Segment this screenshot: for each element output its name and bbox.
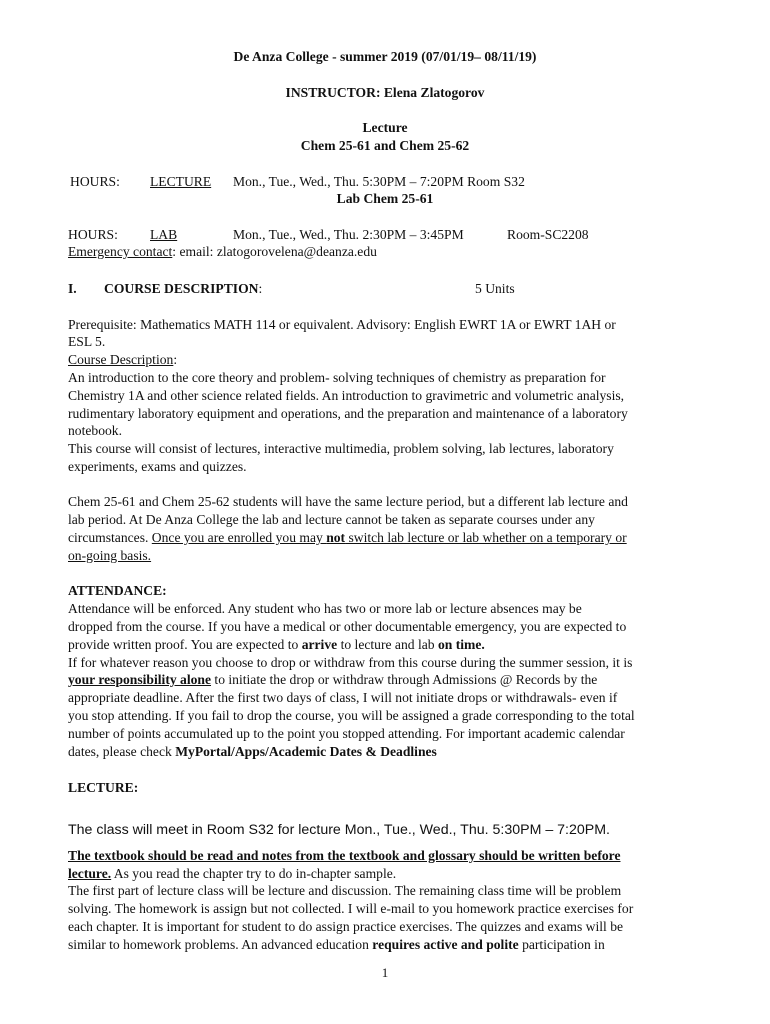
lecture-line bbox=[68, 936, 605, 954]
myportal-path: MyPortal/Apps/Academic Dates & Deadlines bbox=[175, 744, 437, 759]
your-responsibility: your responsibility alone bbox=[68, 672, 212, 687]
lecture-line: The first part of lecture class will be lecture and discussion. The remaining class time will be problem bbox=[68, 883, 622, 898]
lab-schedule: Mon., Tue., Wed., Thu. 2:30PM – 3:45PM bbox=[233, 227, 464, 242]
page-number: 1 bbox=[381, 965, 389, 980]
same-lecture-3-pre: circumstances. bbox=[68, 530, 152, 545]
section-title bbox=[104, 280, 262, 298]
same-lecture-line-2: lab period. At De Anza College the lab and lecture cannot be taken as separate courses under any bbox=[68, 512, 595, 527]
same-lecture-line-3 bbox=[68, 529, 627, 547]
attendance-line: number of points accumulated up to the point you stopped attending. For important academic calendar bbox=[68, 726, 625, 741]
lecture-line: each chapter. It is important for student to do assign practice exercises. The quizzes and exams will be bbox=[68, 919, 624, 934]
textbook-line-2 bbox=[68, 865, 396, 883]
same-lecture-3-not: not bbox=[326, 530, 346, 545]
emergency-contact bbox=[68, 243, 377, 261]
description-line: notebook. bbox=[68, 423, 122, 438]
attendance-line3-pre: provide written proof. You are expected to bbox=[68, 637, 302, 652]
attendance-heading: ATTENDANCE: bbox=[68, 583, 167, 598]
lecture-line6-pre: similar to homework problems. An advanced education bbox=[68, 937, 373, 952]
section-title-text: COURSE DESCRIPTION bbox=[104, 281, 259, 296]
lab-room: Room-SC2208 bbox=[507, 227, 589, 242]
units: 5 Units bbox=[475, 281, 515, 296]
course-description-colon: : bbox=[173, 352, 178, 367]
attendance-line9-pre: dates, please check bbox=[68, 744, 176, 759]
attendance-line: dropped from the course. If you have a medical or other documentable emergency, you are expected to bbox=[68, 619, 627, 634]
lecture-type: LECTURE bbox=[150, 174, 212, 189]
same-lecture-line-4: on-going basis. bbox=[68, 548, 152, 563]
section-numeral: I. bbox=[68, 281, 77, 296]
attendance-line bbox=[68, 671, 597, 689]
description-line: Chemistry 1A and other science related fields. An introduction to gravimetric and volumetric analysis, bbox=[68, 388, 625, 403]
lecture-hours-label: HOURS: bbox=[70, 174, 120, 189]
lab-hours-label: HOURS: bbox=[68, 227, 118, 242]
prereq-line-2: ESL 5. bbox=[68, 334, 106, 349]
prereq-line-1: Prerequisite: Mathematics MATH 114 or equivalent. Advisory: English EWRT 1A or EWRT 1AH or bbox=[68, 317, 616, 332]
same-lecture-3-underlined-end: switch lab lecture or lab whether on a temporary or bbox=[345, 530, 627, 545]
attendance-line: you stop attending. If you fail to drop the course, you will be assigned a grade corresponding to the total bbox=[68, 708, 635, 723]
attendance-line5-rest: to initiate the drop or withdraw through Admissions @ Records by the bbox=[211, 672, 598, 687]
lecture-line6-rest: participation in bbox=[518, 937, 605, 952]
lecture-section-heading: LECTURE: bbox=[68, 780, 139, 795]
lecture-schedule: Mon., Tue., Wed., Thu. 5:30PM – 7:20PM Room S32 bbox=[233, 174, 525, 189]
lecture-heading: Lecture bbox=[362, 120, 408, 135]
attendance-arrive: arrive bbox=[301, 637, 338, 652]
description-line: rudimentary laboratory equipment and operations, and the preparation and maintenance of a laboratory bbox=[68, 406, 628, 421]
lab-type: LAB bbox=[150, 227, 178, 242]
attendance-line: Attendance will be enforced. Any student who has two or more lab or lecture absences may be bbox=[68, 601, 582, 616]
courses-line: Chem 25-61 and Chem 25-62 bbox=[300, 138, 470, 153]
course-description-label bbox=[68, 351, 177, 369]
attendance-line: If for whatever reason you choose to drop or withdraw from this course during the summer session, it is bbox=[68, 655, 633, 670]
emergency-label: Emergency contact bbox=[68, 244, 173, 259]
same-lecture-3-underlined: Once you are enrolled you may bbox=[151, 530, 327, 545]
lab-heading: Lab Chem 25-61 bbox=[336, 191, 434, 206]
textbook-lecture-word: lecture. bbox=[68, 866, 112, 881]
attendance-on-time: on time. bbox=[437, 637, 485, 652]
attendance-line: appropriate deadline. After the first two days of class, I will not initiate drops or withdrawals- even if bbox=[68, 690, 618, 705]
section-title-colon: : bbox=[258, 281, 263, 296]
requires-active-polite: requires active and polite bbox=[372, 937, 519, 952]
course-description-label-text: Course Description bbox=[68, 352, 174, 367]
description-line: This course will consist of lectures, interactive multimedia, problem solving, lab lectures, laboratory bbox=[68, 441, 614, 456]
attendance-line3-mid: to lecture and lab bbox=[337, 637, 438, 652]
lecture-line: solving. The homework is assign but not collected. I will e-mail to you homework practice exercises for bbox=[68, 901, 634, 916]
description-line: An introduction to the core theory and problem- solving techniques of chemistry as preparation for bbox=[68, 370, 606, 385]
attendance-line bbox=[68, 636, 485, 654]
description-line: experiments, exams and quizzes. bbox=[68, 459, 247, 474]
textbook-line-1: The textbook should be read and notes from the textbook and glossary should be written before bbox=[68, 848, 621, 863]
lecture-meet-line: The class will meet in Room S32 for lecture Mon., Tue., Wed., Thu. 5:30PM – 7:20PM. bbox=[68, 822, 610, 838]
attendance-line bbox=[68, 743, 437, 761]
instructor-line: INSTRUCTOR: Elena Zlatogorov bbox=[285, 85, 485, 100]
college-line: De Anza College - summer 2019 (07/01/19– 08/11/19) bbox=[233, 49, 537, 64]
same-lecture-line-1: Chem 25-61 and Chem 25-62 students will have the same lecture period, but a different lab lecture and bbox=[68, 494, 628, 509]
textbook-line-2-rest: As you read the chapter try to do in-chapter sample. bbox=[111, 866, 397, 881]
emergency-email: : email: zlatogorovelena@deanza.edu bbox=[172, 244, 377, 259]
